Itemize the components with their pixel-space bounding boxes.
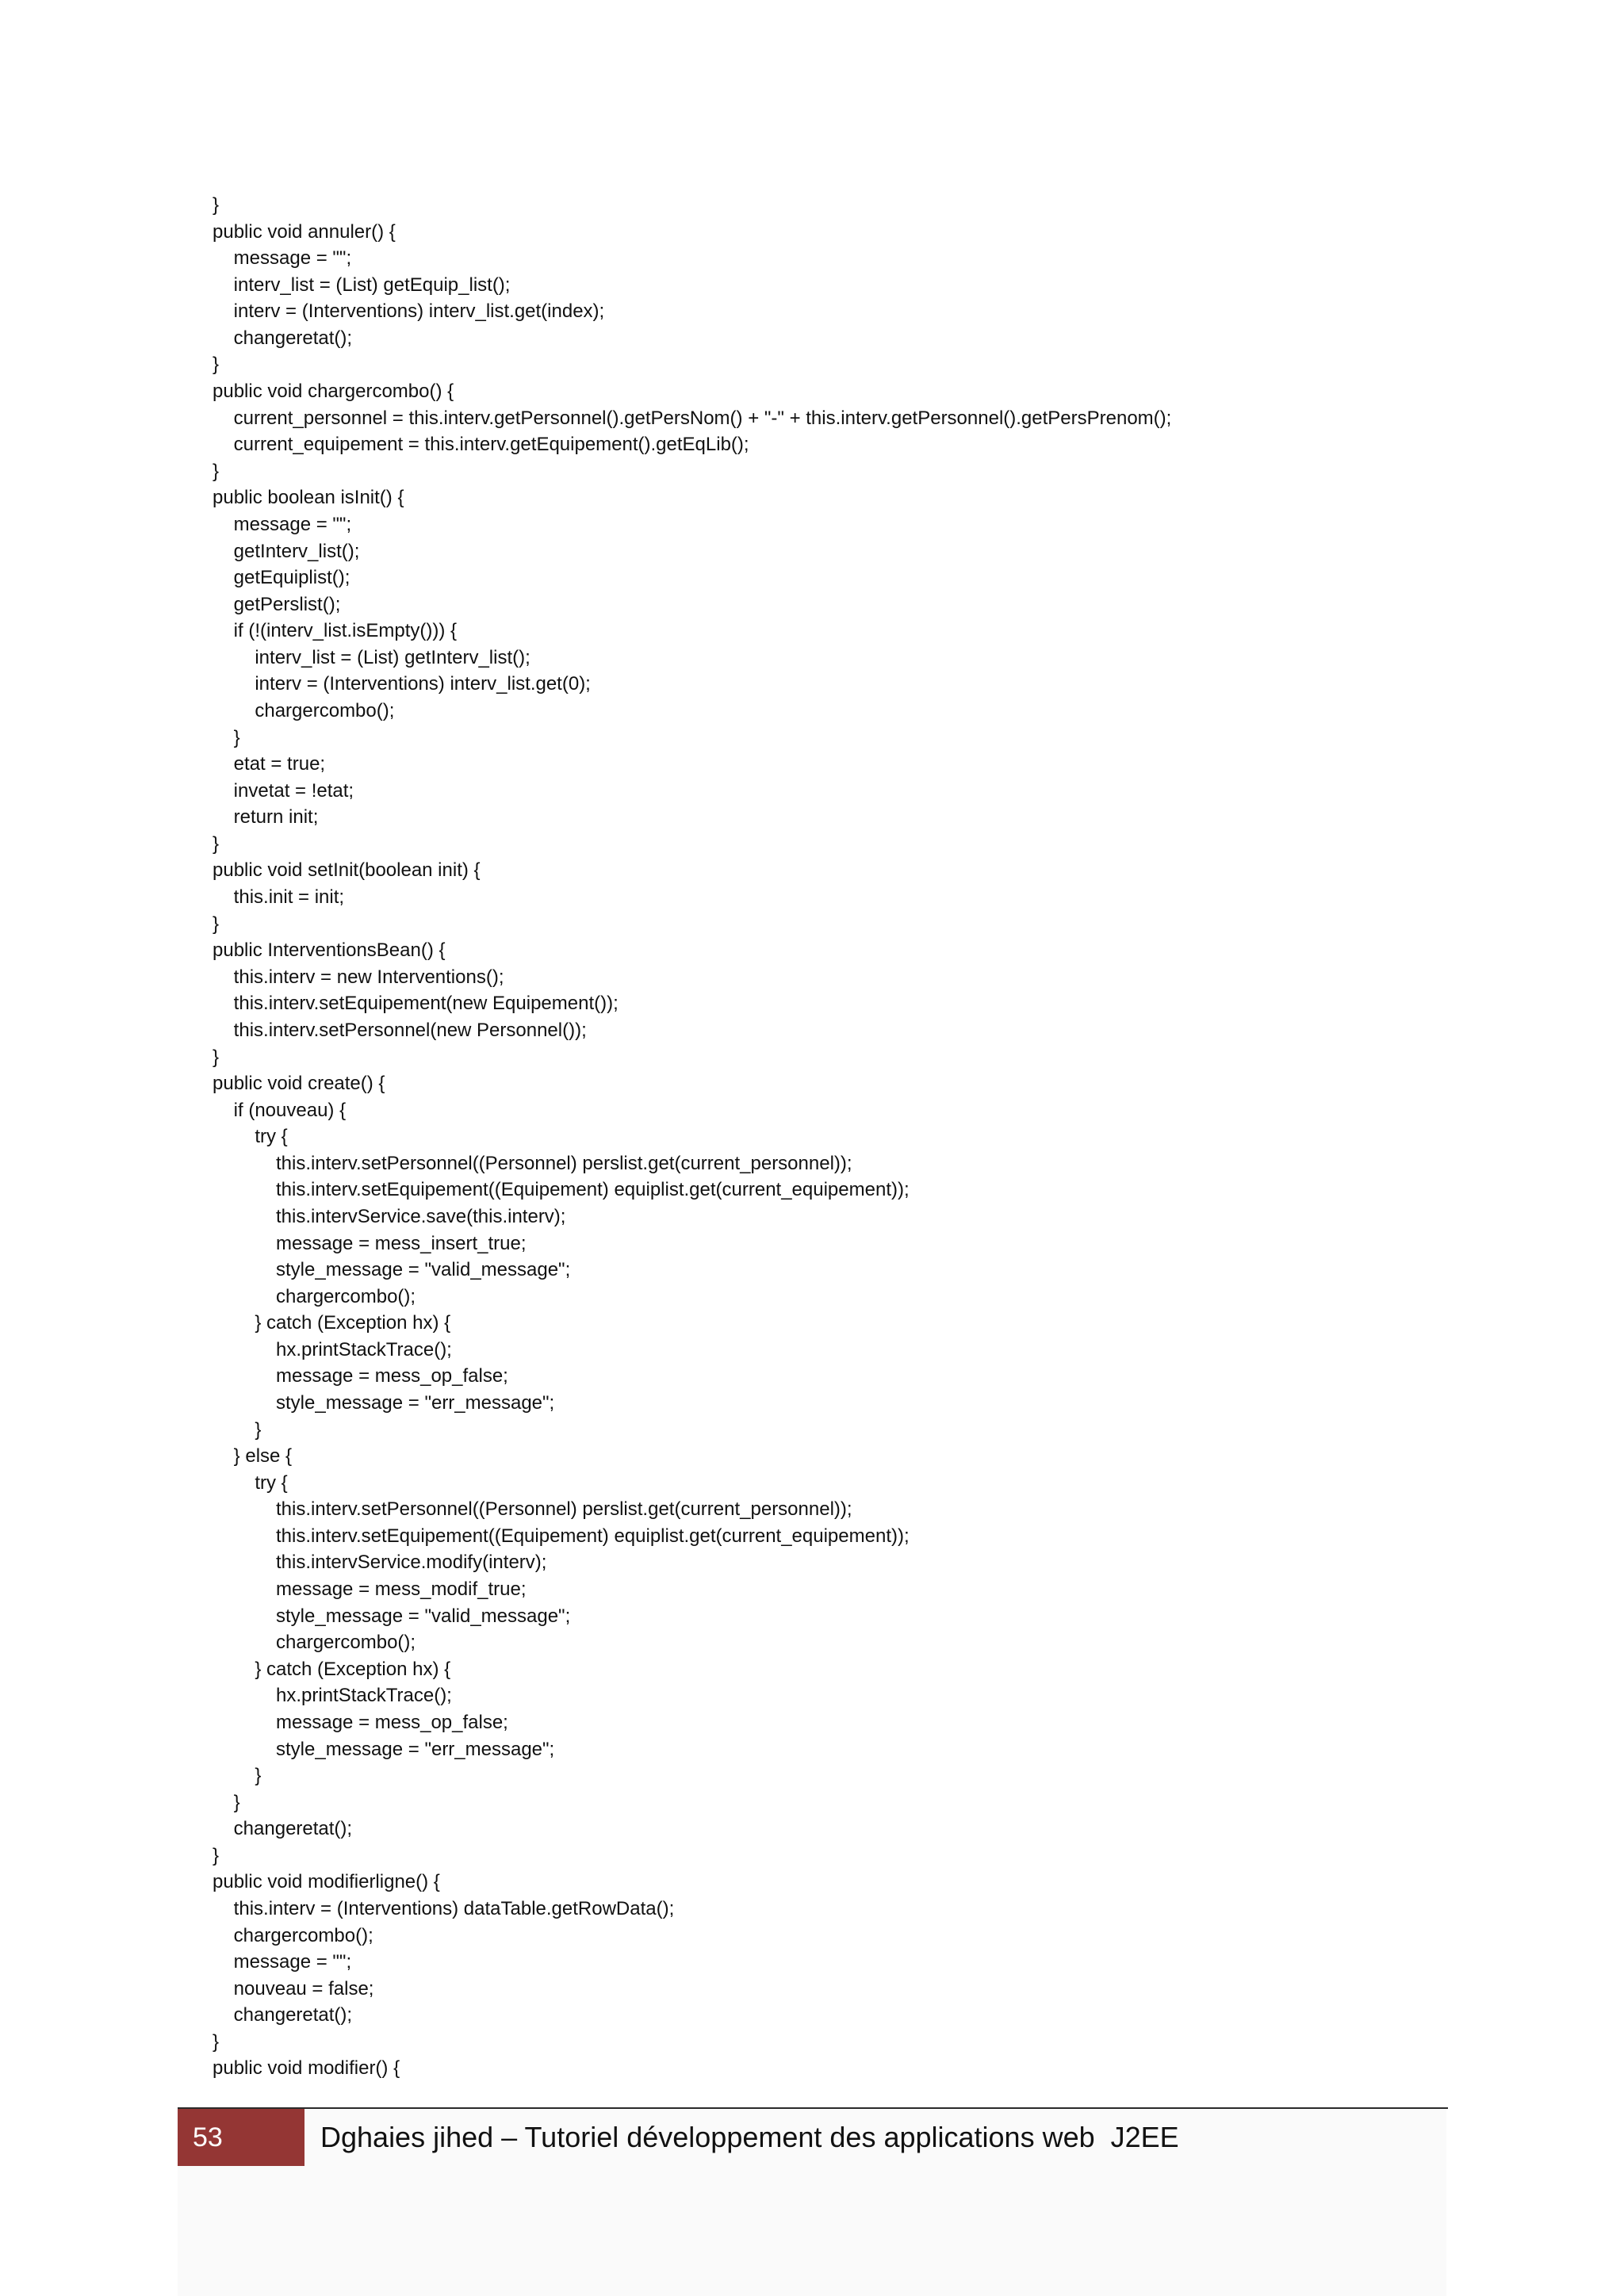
code-line: } <box>213 1765 262 1787</box>
code-listing <box>213 192 1171 2082</box>
code-line: } catch (Exception hx) { <box>213 1312 451 1334</box>
code-line: style_message = "err_message"; <box>213 1738 555 1760</box>
code-line: message = mess_modif_true; <box>213 1578 527 1601</box>
code-line: interv = (Interventions) interv_list.get(index); <box>213 300 605 323</box>
code-line: getEquiplist(); <box>213 567 350 589</box>
code-line: try { <box>213 1126 288 1148</box>
code-line: message = ""; <box>213 513 352 535</box>
code-line: this.intervService.save(this.interv); <box>213 1205 566 1227</box>
code-line: this.interv.setEquipement(new Equipement()); <box>213 993 619 1015</box>
code-line: etat = true; <box>213 753 326 775</box>
code-line: style_message = "valid_message"; <box>213 1605 571 1627</box>
code-line: public void annuler() { <box>213 220 396 243</box>
code-line: public void chargercombo() { <box>213 381 454 403</box>
code-line: this.interv.setEquipement((Equipement) equiplist.get(current_equipement)); <box>213 1179 910 1201</box>
code-line: try { <box>213 1471 288 1494</box>
code-line: } <box>213 726 240 748</box>
code-line: } <box>213 460 220 482</box>
code-line: if (!(interv_list.isEmpty())) { <box>213 620 458 642</box>
code-line: message = mess_insert_true; <box>213 1232 527 1254</box>
code-line: invetat = !etat; <box>213 779 354 802</box>
code-line: } <box>213 194 220 216</box>
code-line: interv = (Interventions) interv_list.get(0); <box>213 673 591 695</box>
code-line: hx.printStackTrace(); <box>213 1685 452 1707</box>
code-line: chargercombo(); <box>213 1285 416 1307</box>
page-number: 53 <box>178 2109 304 2166</box>
code-line: chargercombo(); <box>213 699 395 721</box>
code-line: } <box>213 2030 220 2053</box>
code-line: current_personnel = this.interv.getPersonnel().getPersNom() + "-" + this.interv.getPersonnel().getPersPrenom(); <box>213 407 1172 429</box>
code-line: style_message = "valid_message"; <box>213 1259 571 1281</box>
footer-title: Dghaies jihed – Tutoriel développement des applications web J2EE <box>320 2121 1179 2153</box>
code-line: this.interv = (Interventions) dataTable.getRowData(); <box>213 1898 675 1919</box>
code-line: hx.printStackTrace(); <box>213 1338 452 1360</box>
code-line: message = mess_op_false; <box>213 1711 508 1733</box>
code-line: interv_list = (List) getEquip_list(); <box>213 274 511 296</box>
code-line: this.interv.setPersonnel((Personnel) perslist.get(current_personnel)); <box>213 1498 852 1521</box>
code-line: public InterventionsBean() { <box>213 939 446 962</box>
code-line: public void modifierligne() { <box>213 1871 440 1893</box>
code-line: changeretat(); <box>213 327 353 349</box>
code-line: style_message = "err_message"; <box>213 1392 555 1414</box>
code-line: } <box>213 1418 262 1441</box>
code-line: } <box>213 1791 240 1813</box>
code-line: nouveau = false; <box>213 1977 374 1999</box>
code-line: message = ""; <box>213 247 352 270</box>
code-line: changeretat(); <box>213 1818 353 1840</box>
code-line: } <box>213 1844 220 1866</box>
code-line: } catch (Exception hx) { <box>213 1658 451 1680</box>
code-line: chargercombo(); <box>213 1632 416 1654</box>
code-line: this.interv.setPersonnel(new Personnel()); <box>213 1019 587 1041</box>
code-line: interv_list = (List) getInterv_list(); <box>213 646 530 668</box>
code-line: getPerslist(); <box>213 593 341 615</box>
code-line: changeretat(); <box>213 2004 353 2026</box>
code-line: this.interv.setPersonnel((Personnel) perslist.get(current_personnel)); <box>213 1152 852 1174</box>
code-line: return init; <box>213 806 319 828</box>
code-line: } <box>213 832 220 855</box>
code-line: } <box>213 913 220 935</box>
code-line: this.interv = new Interventions(); <box>213 966 504 988</box>
code-line: message = ""; <box>213 1951 352 1973</box>
code-line: } else { <box>213 1445 293 1468</box>
code-line: public void modifier() { <box>213 2057 400 2080</box>
code-line: public void create() { <box>213 1073 385 1095</box>
code-line: public void setInit(boolean init) { <box>213 859 481 882</box>
code-line: this.init = init; <box>213 886 345 909</box>
code-line: if (nouveau) { <box>213 1099 347 1121</box>
code-line: current_equipement = this.interv.getEquipement().getEqLib(); <box>213 434 749 456</box>
code-line: } <box>213 1046 220 1068</box>
code-line: message = mess_op_false; <box>213 1365 508 1387</box>
code-line: getInterv_list(); <box>213 540 360 562</box>
code-line: chargercombo(); <box>213 1924 373 1946</box>
code-line: this.interv.setEquipement((Equipement) equiplist.get(current_equipement)); <box>213 1525 910 1547</box>
code-line: public boolean isInit() { <box>213 487 404 509</box>
code-line: } <box>213 354 220 376</box>
code-line: this.intervService.modify(interv); <box>213 1552 547 1574</box>
